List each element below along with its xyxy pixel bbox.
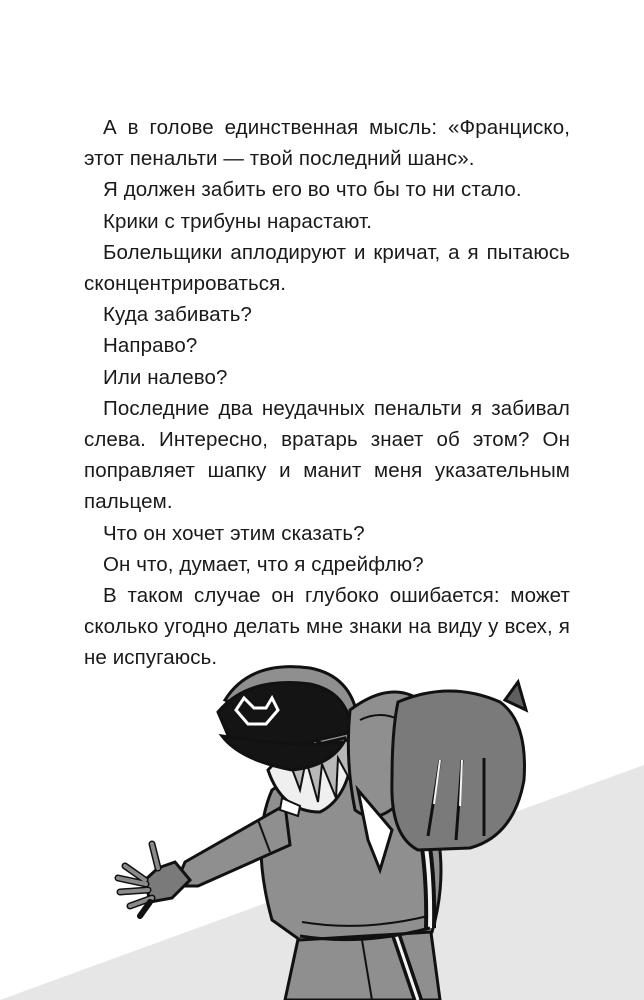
paragraph: Болельщики аплодируют и кричат, а я пытаюсь сконцентрироваться. (84, 240, 570, 296)
paragraph: Я должен забить его во что бы то ни стало. (103, 178, 522, 202)
paragraph: Что он хочет этим сказать? (103, 521, 365, 545)
goalkeeper-illustration (0, 640, 644, 1000)
paragraph: Или налево? (103, 365, 228, 389)
fist-glove (392, 682, 526, 850)
paragraph: Он что, думает, что я сдрейфлю? (103, 552, 424, 576)
paragraph: Последние два неудачных пенальти я забивал слева. Интересно, вратарь знает об этом? Он поправляет шапку и манит меня указательным пальцем. (84, 396, 570, 514)
paragraph: А в голове единственная мысль: «Франциско, этот пенальти — твой последний шанс». (84, 116, 570, 171)
left-glove (118, 844, 190, 916)
paragraph: В таком случае он глубоко ошибается: может сколько угодно делать мне знаки на виду у всех, я не испугаюсь. (84, 584, 570, 670)
paragraph: Крики с трибуны нарастают. (103, 209, 373, 233)
paragraph: Направо? (103, 334, 198, 358)
cap (218, 683, 352, 770)
paragraph: Куда забивать? (103, 303, 253, 327)
body-text (84, 112, 570, 674)
